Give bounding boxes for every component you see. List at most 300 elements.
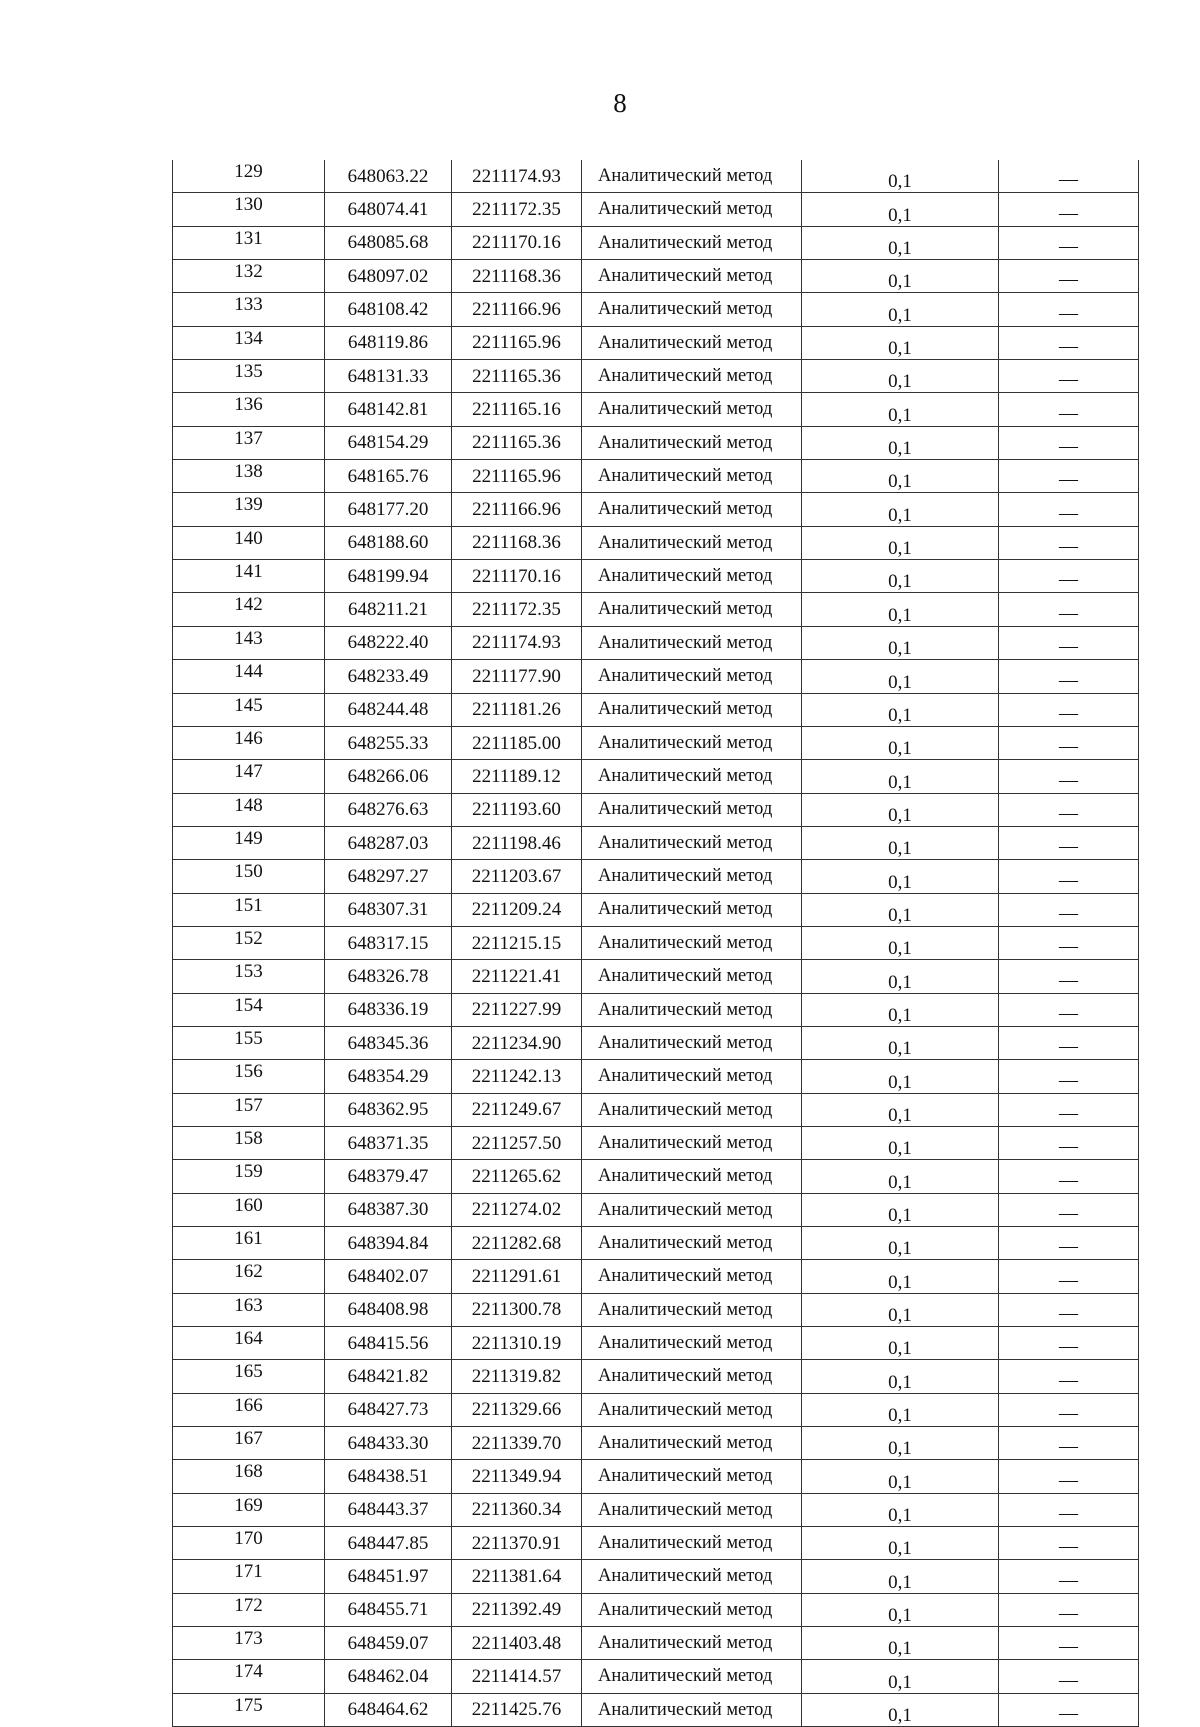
accuracy-cell: 0,1 xyxy=(802,1026,999,1059)
note-cell: — xyxy=(999,693,1139,726)
accuracy-cell: 0,1 xyxy=(802,426,999,459)
note-cell: — xyxy=(999,1493,1139,1526)
table-row xyxy=(173,726,1139,759)
x-coordinate-cell: 648097.02 xyxy=(325,260,452,293)
x-coordinate-cell: 648154.29 xyxy=(325,426,452,459)
x-coordinate-cell: 648142.81 xyxy=(325,393,452,426)
table-row xyxy=(173,493,1139,526)
x-coordinate-cell: 648371.35 xyxy=(325,1126,452,1159)
x-coordinate-cell: 648462.04 xyxy=(325,1660,452,1693)
y-coordinate-cell: 2211249.67 xyxy=(452,1093,582,1126)
x-coordinate-cell: 648255.33 xyxy=(325,726,452,759)
note-cell: — xyxy=(999,726,1139,759)
point-number-cell: 171 xyxy=(173,1560,325,1593)
accuracy-cell: 0,1 xyxy=(802,993,999,1026)
note-cell: — xyxy=(999,1427,1139,1460)
accuracy-cell: 0,1 xyxy=(802,1393,999,1426)
point-number-cell: 161 xyxy=(173,1227,325,1260)
x-coordinate-cell: 648438.51 xyxy=(325,1460,452,1493)
method-cell: Аналитический метод xyxy=(582,826,802,859)
accuracy-cell: 0,1 xyxy=(802,1260,999,1293)
table-row xyxy=(173,1293,1139,1326)
accuracy-cell: 0,1 xyxy=(802,360,999,393)
point-number-cell: 154 xyxy=(173,993,325,1026)
point-number-cell: 130 xyxy=(173,193,325,226)
x-coordinate-cell: 648447.85 xyxy=(325,1527,452,1560)
y-coordinate-cell: 2211291.61 xyxy=(452,1260,582,1293)
note-cell: — xyxy=(999,893,1139,926)
method-cell: Аналитический метод xyxy=(582,260,802,293)
accuracy-cell: 0,1 xyxy=(802,393,999,426)
x-coordinate-cell: 648297.27 xyxy=(325,860,452,893)
method-cell: Аналитический метод xyxy=(582,893,802,926)
y-coordinate-cell: 2211257.50 xyxy=(452,1126,582,1159)
table-row xyxy=(173,626,1139,659)
note-cell: — xyxy=(999,993,1139,1026)
note-cell: — xyxy=(999,560,1139,593)
point-number-cell: 158 xyxy=(173,1126,325,1159)
y-coordinate-cell: 2211166.96 xyxy=(452,293,582,326)
accuracy-cell: 0,1 xyxy=(802,693,999,726)
method-cell: Аналитический метод xyxy=(582,1293,802,1326)
y-coordinate-cell: 2211370.91 xyxy=(452,1527,582,1560)
point-number-cell: 167 xyxy=(173,1427,325,1460)
point-number-cell: 172 xyxy=(173,1593,325,1626)
x-coordinate-cell: 648119.86 xyxy=(325,326,452,359)
note-cell: — xyxy=(999,526,1139,559)
accuracy-cell: 0,1 xyxy=(802,1593,999,1626)
x-coordinate-cell: 648085.68 xyxy=(325,226,452,259)
point-number-cell: 169 xyxy=(173,1493,325,1526)
table-row xyxy=(173,560,1139,593)
y-coordinate-cell: 2211165.16 xyxy=(452,393,582,426)
y-coordinate-cell: 2211242.13 xyxy=(452,1060,582,1093)
accuracy-cell: 0,1 xyxy=(802,226,999,259)
note-cell: — xyxy=(999,226,1139,259)
point-number-cell: 164 xyxy=(173,1327,325,1360)
x-coordinate-cell: 648421.82 xyxy=(325,1360,452,1393)
table-row xyxy=(173,893,1139,926)
table-row xyxy=(173,1493,1139,1526)
note-cell: — xyxy=(999,1026,1139,1059)
accuracy-cell: 0,1 xyxy=(802,893,999,926)
note-cell: — xyxy=(999,1093,1139,1126)
table-row xyxy=(173,426,1139,459)
point-number-cell: 135 xyxy=(173,360,325,393)
y-coordinate-cell: 2211282.68 xyxy=(452,1227,582,1260)
note-cell: — xyxy=(999,926,1139,959)
note-cell: — xyxy=(999,1160,1139,1193)
note-cell: — xyxy=(999,193,1139,226)
y-coordinate-cell: 2211381.64 xyxy=(452,1560,582,1593)
note-cell: — xyxy=(999,1593,1139,1626)
x-coordinate-cell: 648074.41 xyxy=(325,193,452,226)
point-number-cell: 173 xyxy=(173,1627,325,1660)
point-number-cell: 175 xyxy=(173,1693,325,1726)
method-cell: Аналитический метод xyxy=(582,760,802,793)
note-cell: — xyxy=(999,1293,1139,1326)
x-coordinate-cell: 648408.98 xyxy=(325,1293,452,1326)
y-coordinate-cell: 2211170.16 xyxy=(452,560,582,593)
point-number-cell: 132 xyxy=(173,260,325,293)
y-coordinate-cell: 2211265.62 xyxy=(452,1160,582,1193)
page-number: 8 xyxy=(613,88,627,118)
point-number-cell: 143 xyxy=(173,626,325,659)
point-number-cell: 136 xyxy=(173,393,325,426)
point-number-cell: 149 xyxy=(173,826,325,859)
note-cell: — xyxy=(999,626,1139,659)
accuracy-cell: 0,1 xyxy=(802,793,999,826)
accuracy-cell: 0,1 xyxy=(802,1126,999,1159)
coordinates-table-body xyxy=(173,160,1139,1727)
x-coordinate-cell: 648433.30 xyxy=(325,1427,452,1460)
accuracy-cell: 0,1 xyxy=(802,1160,999,1193)
method-cell: Аналитический метод xyxy=(582,1660,802,1693)
note-cell: — xyxy=(999,760,1139,793)
table-row xyxy=(173,1593,1139,1626)
y-coordinate-cell: 2211221.41 xyxy=(452,960,582,993)
point-number-cell: 137 xyxy=(173,426,325,459)
note-cell: — xyxy=(999,1560,1139,1593)
note-cell: — xyxy=(999,860,1139,893)
y-coordinate-cell: 2211349.94 xyxy=(452,1460,582,1493)
method-cell: Аналитический метод xyxy=(582,1460,802,1493)
x-coordinate-cell: 648362.95 xyxy=(325,1093,452,1126)
method-cell: Аналитический метод xyxy=(582,1560,802,1593)
note-cell: — xyxy=(999,160,1139,193)
table-row xyxy=(173,1227,1139,1260)
y-coordinate-cell: 2211174.93 xyxy=(452,160,582,193)
method-cell: Аналитический метод xyxy=(582,1627,802,1660)
point-number-cell: 148 xyxy=(173,793,325,826)
accuracy-cell: 0,1 xyxy=(802,1060,999,1093)
note-cell: — xyxy=(999,1627,1139,1660)
method-cell: Аналитический метод xyxy=(582,526,802,559)
table-row xyxy=(173,193,1139,226)
table-row xyxy=(173,260,1139,293)
method-cell: Аналитический метод xyxy=(582,226,802,259)
method-cell: Аналитический метод xyxy=(582,726,802,759)
point-number-cell: 144 xyxy=(173,660,325,693)
note-cell: — xyxy=(999,326,1139,359)
table-row xyxy=(173,1393,1139,1426)
x-coordinate-cell: 648459.07 xyxy=(325,1627,452,1660)
accuracy-cell: 0,1 xyxy=(802,526,999,559)
y-coordinate-cell: 2211185.00 xyxy=(452,726,582,759)
point-number-cell: 142 xyxy=(173,593,325,626)
x-coordinate-cell: 648244.48 xyxy=(325,693,452,726)
table-row xyxy=(173,393,1139,426)
table-row xyxy=(173,1527,1139,1560)
x-coordinate-cell: 648455.71 xyxy=(325,1593,452,1626)
point-number-cell: 139 xyxy=(173,493,325,526)
note-cell: — xyxy=(999,1193,1139,1226)
point-number-cell: 133 xyxy=(173,293,325,326)
y-coordinate-cell: 2211360.34 xyxy=(452,1493,582,1526)
table-row xyxy=(173,160,1139,193)
note-cell: — xyxy=(999,1327,1139,1360)
y-coordinate-cell: 2211198.46 xyxy=(452,826,582,859)
table-row xyxy=(173,460,1139,493)
x-coordinate-cell: 648199.94 xyxy=(325,560,452,593)
point-number-cell: 165 xyxy=(173,1360,325,1393)
method-cell: Аналитический метод xyxy=(582,660,802,693)
y-coordinate-cell: 2211339.70 xyxy=(452,1427,582,1460)
method-cell: Аналитический метод xyxy=(582,1327,802,1360)
x-coordinate-cell: 648387.30 xyxy=(325,1193,452,1226)
y-coordinate-cell: 2211203.67 xyxy=(452,860,582,893)
y-coordinate-cell: 2211274.02 xyxy=(452,1193,582,1226)
note-cell: — xyxy=(999,793,1139,826)
point-number-cell: 159 xyxy=(173,1160,325,1193)
method-cell: Аналитический метод xyxy=(582,1093,802,1126)
y-coordinate-cell: 2211172.35 xyxy=(452,193,582,226)
y-coordinate-cell: 2211300.78 xyxy=(452,1293,582,1326)
point-number-cell: 140 xyxy=(173,526,325,559)
accuracy-cell: 0,1 xyxy=(802,493,999,526)
point-number-cell: 163 xyxy=(173,1293,325,1326)
note-cell: — xyxy=(999,1660,1139,1693)
y-coordinate-cell: 2211165.36 xyxy=(452,360,582,393)
x-coordinate-cell: 648464.62 xyxy=(325,1693,452,1726)
accuracy-cell: 0,1 xyxy=(802,626,999,659)
accuracy-cell: 0,1 xyxy=(802,560,999,593)
y-coordinate-cell: 2211403.48 xyxy=(452,1627,582,1660)
note-cell: — xyxy=(999,360,1139,393)
y-coordinate-cell: 2211414.57 xyxy=(452,1660,582,1693)
x-coordinate-cell: 648108.42 xyxy=(325,293,452,326)
coordinates-table xyxy=(172,160,1139,1727)
x-coordinate-cell: 648354.29 xyxy=(325,1060,452,1093)
x-coordinate-cell: 648131.33 xyxy=(325,360,452,393)
method-cell: Аналитический метод xyxy=(582,793,802,826)
x-coordinate-cell: 648379.47 xyxy=(325,1160,452,1193)
y-coordinate-cell: 2211168.36 xyxy=(452,526,582,559)
note-cell: — xyxy=(999,1393,1139,1426)
accuracy-cell: 0,1 xyxy=(802,160,999,193)
note-cell: — xyxy=(999,826,1139,859)
table-row xyxy=(173,793,1139,826)
table-row xyxy=(173,826,1139,859)
table-row xyxy=(173,960,1139,993)
x-coordinate-cell: 648165.76 xyxy=(325,460,452,493)
point-number-cell: 150 xyxy=(173,860,325,893)
note-cell: — xyxy=(999,1460,1139,1493)
point-number-cell: 129 xyxy=(173,160,325,193)
accuracy-cell: 0,1 xyxy=(802,860,999,893)
accuracy-cell: 0,1 xyxy=(802,1627,999,1660)
method-cell: Аналитический метод xyxy=(582,1193,802,1226)
table-row xyxy=(173,1160,1139,1193)
y-coordinate-cell: 2211234.90 xyxy=(452,1026,582,1059)
x-coordinate-cell: 648188.60 xyxy=(325,526,452,559)
method-cell: Аналитический метод xyxy=(582,493,802,526)
table-row xyxy=(173,1060,1139,1093)
y-coordinate-cell: 2211193.60 xyxy=(452,793,582,826)
point-number-cell: 168 xyxy=(173,1460,325,1493)
method-cell: Аналитический метод xyxy=(582,193,802,226)
method-cell: Аналитический метод xyxy=(582,1060,802,1093)
note-cell: — xyxy=(999,426,1139,459)
method-cell: Аналитический метод xyxy=(582,1260,802,1293)
method-cell: Аналитический метод xyxy=(582,1693,802,1726)
note-cell: — xyxy=(999,493,1139,526)
note-cell: — xyxy=(999,1527,1139,1560)
x-coordinate-cell: 648402.07 xyxy=(325,1260,452,1293)
y-coordinate-cell: 2211166.96 xyxy=(452,493,582,526)
y-coordinate-cell: 2211172.35 xyxy=(452,593,582,626)
x-coordinate-cell: 648443.37 xyxy=(325,1493,452,1526)
accuracy-cell: 0,1 xyxy=(802,1427,999,1460)
y-coordinate-cell: 2211227.99 xyxy=(452,993,582,1026)
note-cell: — xyxy=(999,593,1139,626)
x-coordinate-cell: 648415.56 xyxy=(325,1327,452,1360)
accuracy-cell: 0,1 xyxy=(802,926,999,959)
method-cell: Аналитический метод xyxy=(582,326,802,359)
accuracy-cell: 0,1 xyxy=(802,460,999,493)
note-cell: — xyxy=(999,1060,1139,1093)
accuracy-cell: 0,1 xyxy=(802,326,999,359)
x-coordinate-cell: 648276.63 xyxy=(325,793,452,826)
y-coordinate-cell: 2211177.90 xyxy=(452,660,582,693)
method-cell: Аналитический метод xyxy=(582,1227,802,1260)
y-coordinate-cell: 2211310.19 xyxy=(452,1327,582,1360)
y-coordinate-cell: 2211165.96 xyxy=(452,326,582,359)
x-coordinate-cell: 648427.73 xyxy=(325,1393,452,1426)
table-row xyxy=(173,226,1139,259)
point-number-cell: 174 xyxy=(173,1660,325,1693)
point-number-cell: 170 xyxy=(173,1527,325,1560)
table-row xyxy=(173,293,1139,326)
method-cell: Аналитический метод xyxy=(582,626,802,659)
accuracy-cell: 0,1 xyxy=(802,1560,999,1593)
method-cell: Аналитический метод xyxy=(582,1593,802,1626)
accuracy-cell: 0,1 xyxy=(802,1360,999,1393)
y-coordinate-cell: 2211168.36 xyxy=(452,260,582,293)
note-cell: — xyxy=(999,960,1139,993)
table-row xyxy=(173,1460,1139,1493)
method-cell: Аналитический метод xyxy=(582,1493,802,1526)
point-number-cell: 160 xyxy=(173,1193,325,1226)
accuracy-cell: 0,1 xyxy=(802,660,999,693)
note-cell: — xyxy=(999,1360,1139,1393)
note-cell: — xyxy=(999,660,1139,693)
x-coordinate-cell: 648266.06 xyxy=(325,760,452,793)
method-cell: Аналитический метод xyxy=(582,360,802,393)
point-number-cell: 152 xyxy=(173,926,325,959)
x-coordinate-cell: 648317.15 xyxy=(325,926,452,959)
table-row xyxy=(173,1260,1139,1293)
method-cell: Аналитический метод xyxy=(582,393,802,426)
point-number-cell: 162 xyxy=(173,1260,325,1293)
y-coordinate-cell: 2211165.96 xyxy=(452,460,582,493)
point-number-cell: 153 xyxy=(173,960,325,993)
note-cell: — xyxy=(999,260,1139,293)
table-row xyxy=(173,660,1139,693)
note-cell: — xyxy=(999,393,1139,426)
method-cell: Аналитический метод xyxy=(582,1360,802,1393)
accuracy-cell: 0,1 xyxy=(802,1460,999,1493)
point-number-cell: 157 xyxy=(173,1093,325,1126)
accuracy-cell: 0,1 xyxy=(802,1227,999,1260)
method-cell: Аналитический метод xyxy=(582,560,802,593)
table-row xyxy=(173,593,1139,626)
table-row xyxy=(173,1327,1139,1360)
accuracy-cell: 0,1 xyxy=(802,1193,999,1226)
x-coordinate-cell: 648307.31 xyxy=(325,893,452,926)
x-coordinate-cell: 648326.78 xyxy=(325,960,452,993)
point-number-cell: 151 xyxy=(173,893,325,926)
x-coordinate-cell: 648177.20 xyxy=(325,493,452,526)
accuracy-cell: 0,1 xyxy=(802,1660,999,1693)
table-row xyxy=(173,693,1139,726)
x-coordinate-cell: 648394.84 xyxy=(325,1227,452,1260)
table-row xyxy=(173,1126,1139,1159)
y-coordinate-cell: 2211170.16 xyxy=(452,226,582,259)
method-cell: Аналитический метод xyxy=(582,1393,802,1426)
table-row xyxy=(173,993,1139,1026)
accuracy-cell: 0,1 xyxy=(802,726,999,759)
method-cell: Аналитический метод xyxy=(582,926,802,959)
table-row xyxy=(173,1026,1139,1059)
table-row xyxy=(173,360,1139,393)
table-row xyxy=(173,526,1139,559)
y-coordinate-cell: 2211319.82 xyxy=(452,1360,582,1393)
y-coordinate-cell: 2211329.66 xyxy=(452,1393,582,1426)
y-coordinate-cell: 2211181.26 xyxy=(452,693,582,726)
point-number-cell: 145 xyxy=(173,693,325,726)
note-cell: — xyxy=(999,460,1139,493)
point-number-cell: 134 xyxy=(173,326,325,359)
y-coordinate-cell: 2211215.15 xyxy=(452,926,582,959)
y-coordinate-cell: 2211392.49 xyxy=(452,1593,582,1626)
note-cell: — xyxy=(999,1693,1139,1726)
accuracy-cell: 0,1 xyxy=(802,1493,999,1526)
accuracy-cell: 0,1 xyxy=(802,593,999,626)
table-row xyxy=(173,1093,1139,1126)
accuracy-cell: 0,1 xyxy=(802,826,999,859)
point-number-cell: 138 xyxy=(173,460,325,493)
table-row xyxy=(173,860,1139,893)
table-row xyxy=(173,1360,1139,1393)
method-cell: Аналитический метод xyxy=(582,860,802,893)
method-cell: Аналитический метод xyxy=(582,593,802,626)
method-cell: Аналитический метод xyxy=(582,1427,802,1460)
table-row xyxy=(173,760,1139,793)
point-number-cell: 155 xyxy=(173,1026,325,1059)
method-cell: Аналитический метод xyxy=(582,160,802,193)
x-coordinate-cell: 648233.49 xyxy=(325,660,452,693)
x-coordinate-cell: 648063.22 xyxy=(325,160,452,193)
table-row xyxy=(173,1660,1139,1693)
method-cell: Аналитический метод xyxy=(582,693,802,726)
table-row xyxy=(173,1627,1139,1660)
table-row xyxy=(173,1693,1139,1726)
x-coordinate-cell: 648287.03 xyxy=(325,826,452,859)
method-cell: Аналитический метод xyxy=(582,1026,802,1059)
method-cell: Аналитический метод xyxy=(582,1160,802,1193)
accuracy-cell: 0,1 xyxy=(802,260,999,293)
note-cell: — xyxy=(999,293,1139,326)
y-coordinate-cell: 2211174.93 xyxy=(452,626,582,659)
x-coordinate-cell: 648211.21 xyxy=(325,593,452,626)
table-row xyxy=(173,1427,1139,1460)
accuracy-cell: 0,1 xyxy=(802,760,999,793)
method-cell: Аналитический метод xyxy=(582,993,802,1026)
point-number-cell: 131 xyxy=(173,226,325,259)
point-number-cell: 147 xyxy=(173,760,325,793)
table-row xyxy=(173,1560,1139,1593)
